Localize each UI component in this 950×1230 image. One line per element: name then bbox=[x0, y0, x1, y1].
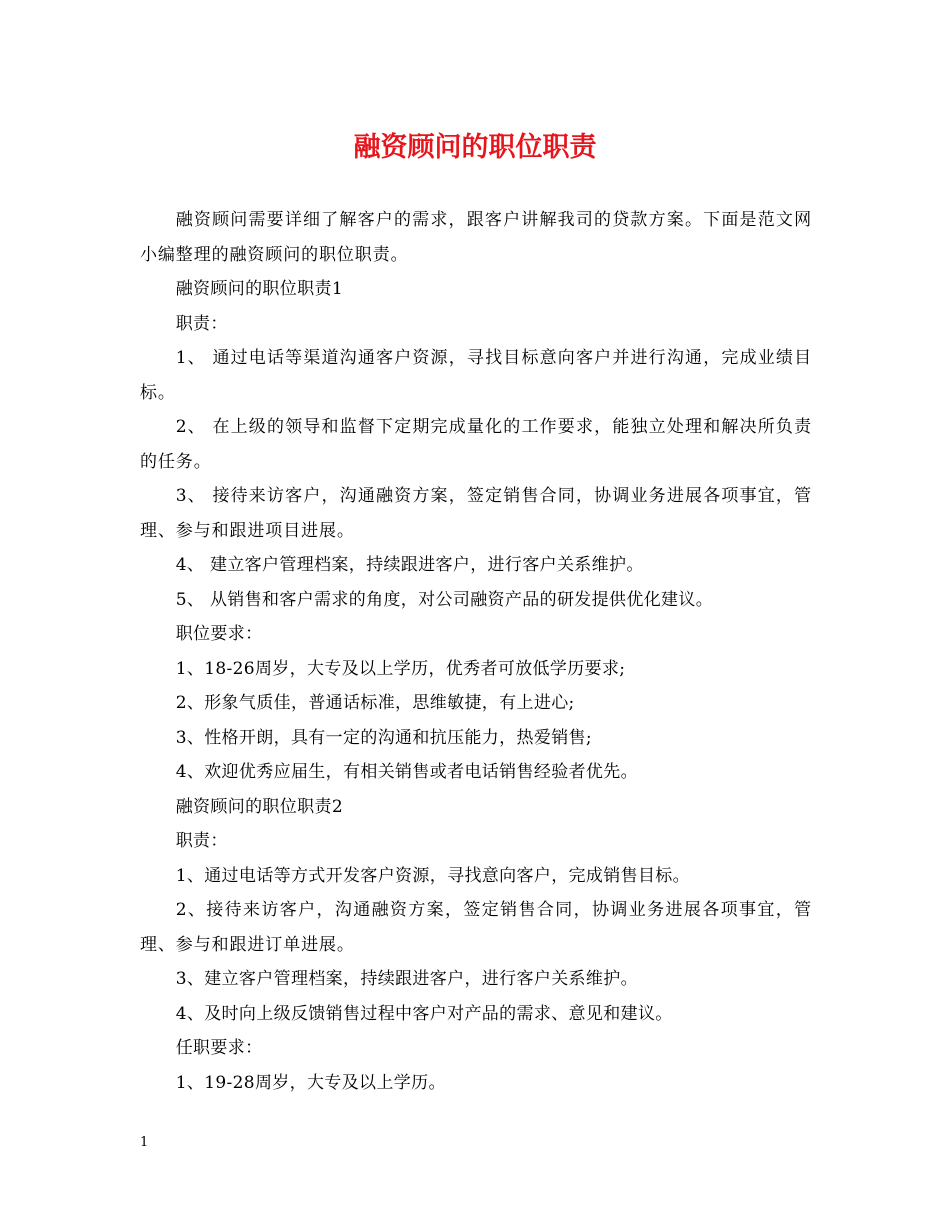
duty-item-1-3: 3、 接待来访客户，沟通融资方案，签定销售合同，协调业务进展各项事宜，管理、参与和跟进项目进展。 bbox=[140, 486, 812, 541]
duties-label-1: 职责： bbox=[175, 313, 228, 334]
duty-item-1-5: 5、 从销售和客户需求的角度，对公司融资产品的研发提供优化建议。 bbox=[175, 589, 714, 610]
requirements-label-1: 职位要求： bbox=[175, 624, 263, 644]
section-heading-2: 融资顾问的职位职责2 bbox=[175, 796, 344, 817]
duties-label-2: 职责： bbox=[175, 831, 228, 851]
requirement-item-1-4: 4、欢迎优秀应届生，有相关销售或者电话销售经验者优先。 bbox=[175, 762, 638, 782]
requirement-item-1-2: 2、形象气质佳，普通话标准，思维敏捷，有上进心; bbox=[175, 693, 575, 713]
page-number: 1 bbox=[140, 1135, 149, 1150]
duty-item-1-2: 2、 在上级的领导和监督下定期完成量化的工作要求，能独立处理和解决所负责的任务。 bbox=[140, 417, 812, 472]
duty-item-2-4: 4、及时向上级反馈销售过程中客户对产品的需求、意见和建议。 bbox=[175, 1003, 673, 1024]
requirement-item-1-3: 3、性格开朗，具有一定的沟通和抗压能力，热爱销售; bbox=[175, 727, 592, 748]
document-title: 融资顾问的职位职责 bbox=[353, 132, 597, 163]
requirements-label-2: 任职要求： bbox=[175, 1038, 263, 1058]
intro-paragraph: 融资顾问需要详细了解客户的需求，跟客户讲解我司的贷款方案。下面是范文网小编整理的融资顾问的职位职责。 bbox=[140, 210, 812, 265]
section-heading-1: 融资顾问的职位职责1 bbox=[175, 279, 344, 299]
duty-item-2-2: 2、接待来访客户，沟通融资方案，签定销售合同，协调业务进展各项事宜，管理、参与和跟进订单进展。 bbox=[140, 900, 812, 955]
duty-item-1-1: 1、 通过电话等渠道沟通客户资源，寻找目标意向客户并进行沟通，完成业绩目标。 bbox=[140, 348, 812, 403]
requirement-item-1-1: 1、18-26周岁，大专及以上学历，优秀者可放低学历要求; bbox=[175, 658, 626, 679]
duty-item-2-1: 1、通过电话等方式开发客户资源，寻找意向客户，完成销售目标。 bbox=[175, 865, 691, 886]
duty-item-1-4: 4、 建立客户管理档案，持续跟进客户，进行客户关系维护。 bbox=[175, 555, 644, 575]
requirement-item-2-1: 1、19-28周岁，大专及以上学历。 bbox=[175, 1072, 446, 1093]
document-body bbox=[140, 203, 812, 1100]
duty-item-2-3: 3、建立客户管理档案，持续跟进客户，进行客户关系维护。 bbox=[175, 969, 638, 989]
